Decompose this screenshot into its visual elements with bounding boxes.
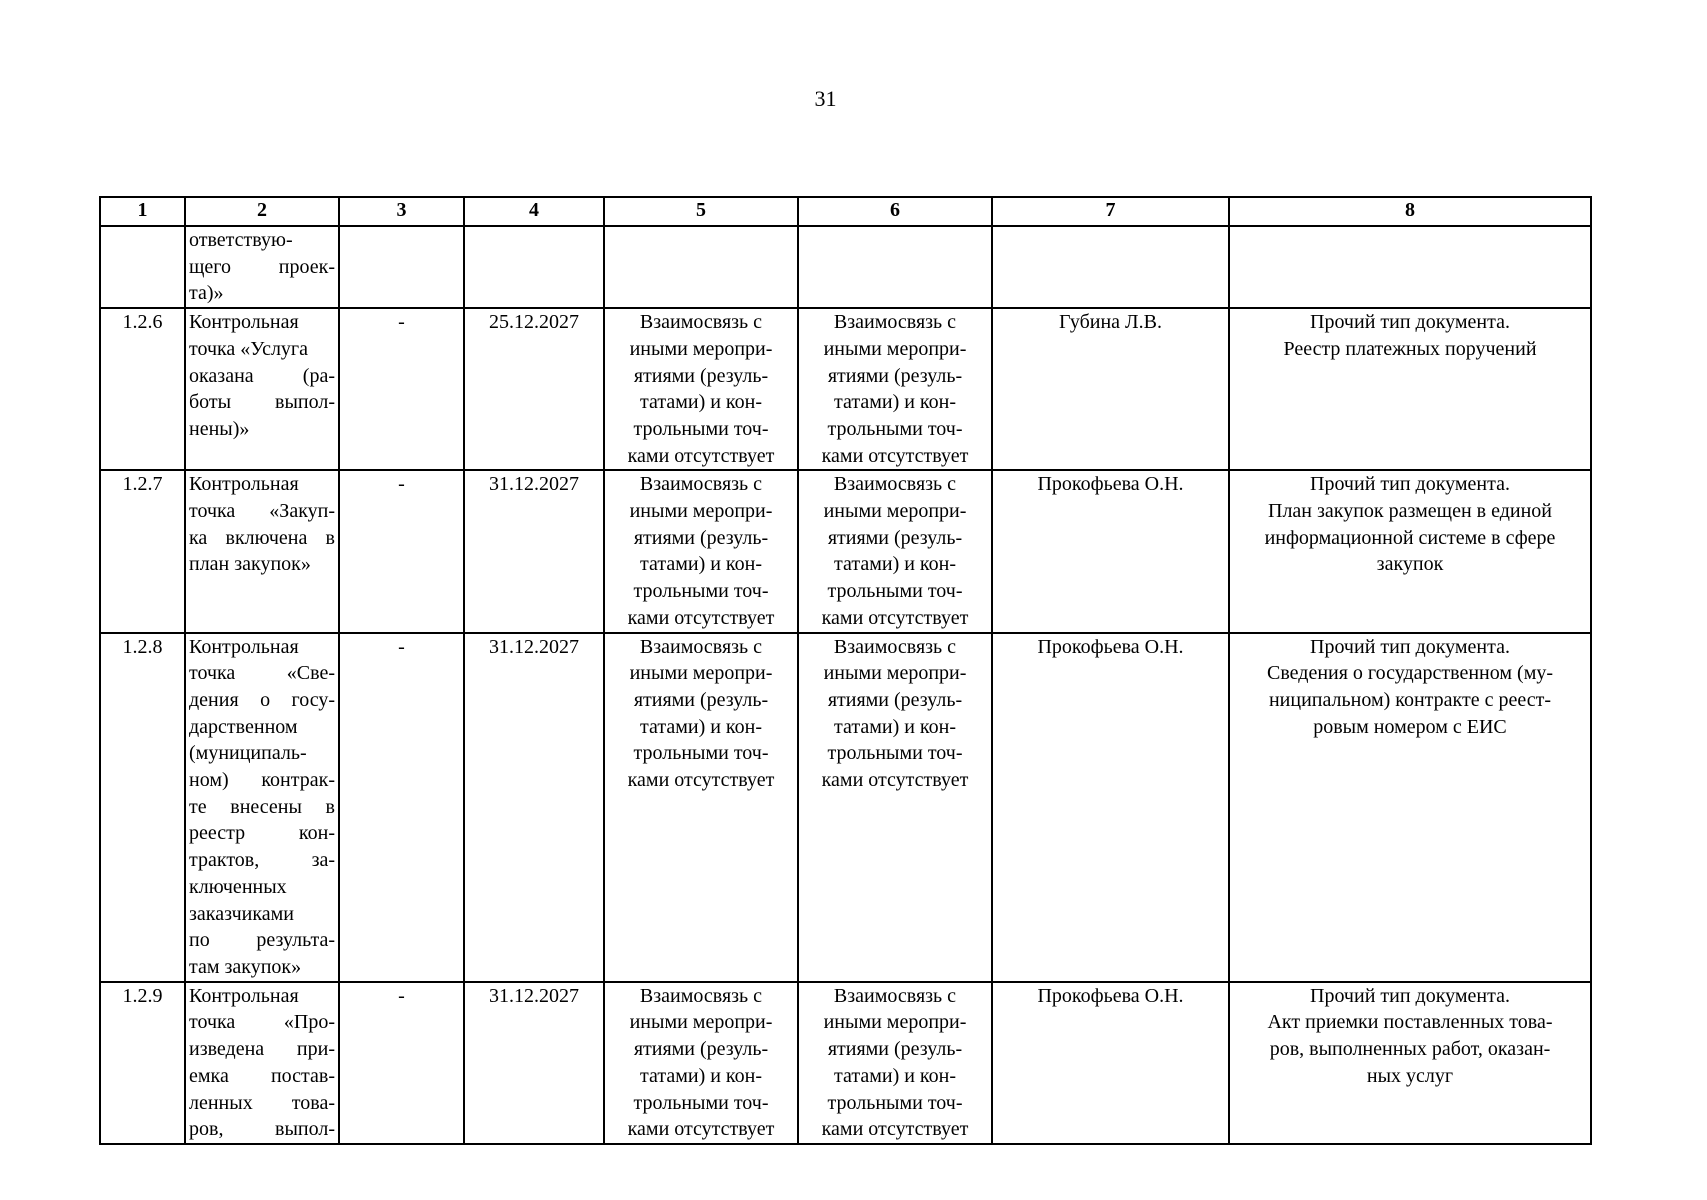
relation-line: Взаимосвязь с [833,635,957,658]
cell-item-number: 1.2.8 [100,633,185,982]
document-line: ных услуг [1366,1064,1454,1087]
cell-relation-5 [604,633,798,982]
name-line: план закупок» [189,553,311,576]
relation-line: ятиями (резуль- [827,688,963,711]
name-line: Контрольная [189,311,299,334]
cell-responsible: Прокофьева О.Н. [992,633,1229,982]
relation-line: трольными точ- [827,580,963,603]
name-line: емка постав- [189,1064,335,1087]
relation-line: иными меропри- [823,500,967,523]
name-line: щего проек- [189,255,335,278]
relation-line: ятиями (резуль- [827,526,963,549]
cell-date: 31.12.2027 [464,633,604,982]
column-header-6: 6 [798,197,992,226]
relation-line: ятиями (резуль- [633,526,769,549]
relation-line: ятиями (резуль- [633,1038,769,1061]
relation-line: Взаимосвязь с [639,635,763,658]
name-line: по результа- [189,929,335,952]
relation-line: трольными точ- [633,1091,769,1114]
relation-line: Взаимосвязь с [833,473,957,496]
cell-document [1229,470,1591,632]
cell-col3: - [339,982,464,1144]
cell-empty [798,226,992,308]
relation-line: ятиями (резуль- [633,364,769,387]
cell-responsible: Прокофьева О.Н. [992,470,1229,632]
cell-date: 31.12.2027 [464,470,604,632]
relation-line: ками отсутствует [821,606,969,629]
column-header-7: 7 [992,197,1229,226]
name-line: дения о госу- [189,688,335,711]
cell-relation-6 [798,470,992,632]
relation-line: иными меропри- [823,337,967,360]
cell-empty [604,226,798,308]
relation-line: татами) и кон- [834,715,956,738]
relation-line: трольными точ- [827,742,963,765]
document-line: Прочий тип документа. [1310,635,1510,658]
column-header-3: 3 [339,197,464,226]
table-row-continuation [100,226,1591,308]
relation-line: ятиями (резуль- [827,1038,963,1061]
cell-checkpoint-name [185,633,339,982]
name-line: ка включена в [189,526,335,549]
document-line: Прочий тип документа. [1310,311,1510,334]
cell-empty [339,226,464,308]
relation-line: татами) и кон- [834,553,956,576]
relation-line: Взаимосвязь с [639,473,763,496]
cell-checkpoint-name [185,308,339,470]
document-line: Сведения о государственном (му- [1266,662,1554,685]
page-number: 31 [814,86,837,111]
cell-empty [100,226,185,308]
cell-date: 25.12.2027 [464,308,604,470]
name-line: точка «Услуга [189,337,309,360]
cell-item-number: 1.2.6 [100,308,185,470]
name-line: оказана (ра- [189,364,335,387]
column-header-8: 8 [1229,197,1591,226]
name-line: (муниципаль- [189,742,307,765]
name-line: те внесены в [189,795,335,818]
relation-line: Взаимосвязь с [639,984,763,1007]
relation-line: трольными точ- [633,580,769,603]
relation-line: трольными точ- [827,417,963,440]
document-line: План закупок размещен в единой [1268,500,1552,523]
table-row [100,470,1591,632]
name-line: изведена при- [189,1038,335,1061]
cell-relation-6 [798,633,992,982]
relation-line: татами) и кон- [640,391,762,414]
column-header-4: 4 [464,197,604,226]
name-line: ключенных [189,875,287,898]
cell-empty [992,226,1229,308]
header-row [100,197,1591,226]
name-line: точка «Про- [189,1011,335,1034]
table-row [100,982,1591,1144]
relation-line: ятиями (резуль- [633,688,769,711]
name-line: нены)» [189,417,250,440]
cell-relation-5 [604,982,798,1144]
cell-item-number: 1.2.7 [100,470,185,632]
cell-item-number: 1.2.9 [100,982,185,1144]
relation-line: ками отсутствует [627,444,775,467]
relation-line: иными меропри- [629,1011,773,1034]
cell-relation-6 [798,308,992,470]
cell-name-continuation [185,226,339,308]
table-row [100,633,1591,982]
document-line: информационной системе в сфере [1264,526,1556,549]
name-line: боты выпол- [189,391,335,414]
relation-line: трольными точ- [633,742,769,765]
name-line: Контрольная [189,635,299,658]
name-line: ленных това- [189,1091,335,1114]
name-line: ном) контрак- [189,769,335,792]
document-line: ровым номером с ЕИС [1313,715,1507,738]
cell-responsible: Губина Л.В. [992,308,1229,470]
relation-line: Взаимосвязь с [833,311,957,334]
document-line: Реестр платежных поручений [1283,337,1537,360]
relation-line: ками отсутствует [821,769,969,792]
relation-line: ками отсутствует [627,1118,775,1141]
relation-line: татами) и кон- [640,553,762,576]
cell-col3: - [339,470,464,632]
column-header-2: 2 [185,197,339,226]
relation-line: татами) и кон- [640,1064,762,1087]
relation-line: ками отсутствует [821,444,969,467]
relation-line: ками отсутствует [821,1118,969,1141]
name-line: Контрольная [189,473,299,496]
name-line: дарственном [189,715,298,738]
column-header-5: 5 [604,197,798,226]
cell-col3: - [339,633,464,982]
cell-responsible: Прокофьева О.Н. [992,982,1229,1144]
relation-line: ятиями (резуль- [827,364,963,387]
document-line: Прочий тип документа. [1310,473,1510,496]
cell-document [1229,308,1591,470]
name-line: реестр кон- [189,822,335,845]
cell-relation-5 [604,470,798,632]
relation-line: иными меропри- [629,500,773,523]
cell-col3: - [339,308,464,470]
cell-relation-5 [604,308,798,470]
name-line: заказчиками [189,902,294,925]
name-line: трактов, за- [189,849,335,872]
cell-date: 31.12.2027 [464,982,604,1144]
cell-document [1229,633,1591,982]
relation-line: Взаимосвязь с [833,984,957,1007]
table-row [100,308,1591,470]
cell-document [1229,982,1591,1144]
column-header-1: 1 [100,197,185,226]
checkpoints-table [99,196,1592,1145]
name-line: ров, выпол- [189,1118,335,1141]
relation-line: татами) и кон- [834,1064,956,1087]
cell-empty [1229,226,1591,308]
relation-line: Взаимосвязь с [639,311,763,334]
name-line: ответствую- [189,229,293,251]
relation-line: трольными точ- [827,1091,963,1114]
document-line: закупок [1376,553,1444,576]
relation-line: татами) и кон- [640,715,762,738]
document-line: Прочий тип документа. [1310,984,1510,1007]
name-line: Контрольная [189,984,299,1007]
relation-line: татами) и кон- [834,391,956,414]
name-line: точка «Закуп- [189,500,335,523]
cell-checkpoint-name [185,982,339,1144]
relation-line: иными меропри- [629,337,773,360]
relation-line: ками отсутствует [627,606,775,629]
name-line: там закупок» [189,955,302,978]
relation-line: ками отсутствует [627,769,775,792]
relation-line: иными меропри- [629,662,773,685]
relation-line: иными меропри- [823,1011,967,1034]
name-line: точка «Све- [189,662,335,685]
document-line: ров, выполненных работ, оказан- [1269,1038,1551,1061]
relation-line: трольными точ- [633,417,769,440]
cell-relation-6 [798,982,992,1144]
cell-checkpoint-name [185,470,339,632]
relation-line: иными меропри- [823,662,967,685]
document-line: ниципальном) контракте с реест- [1268,688,1552,711]
cell-empty [464,226,604,308]
name-line: та)» [189,282,224,305]
document-line: Акт приемки поставленных това- [1267,1011,1553,1034]
